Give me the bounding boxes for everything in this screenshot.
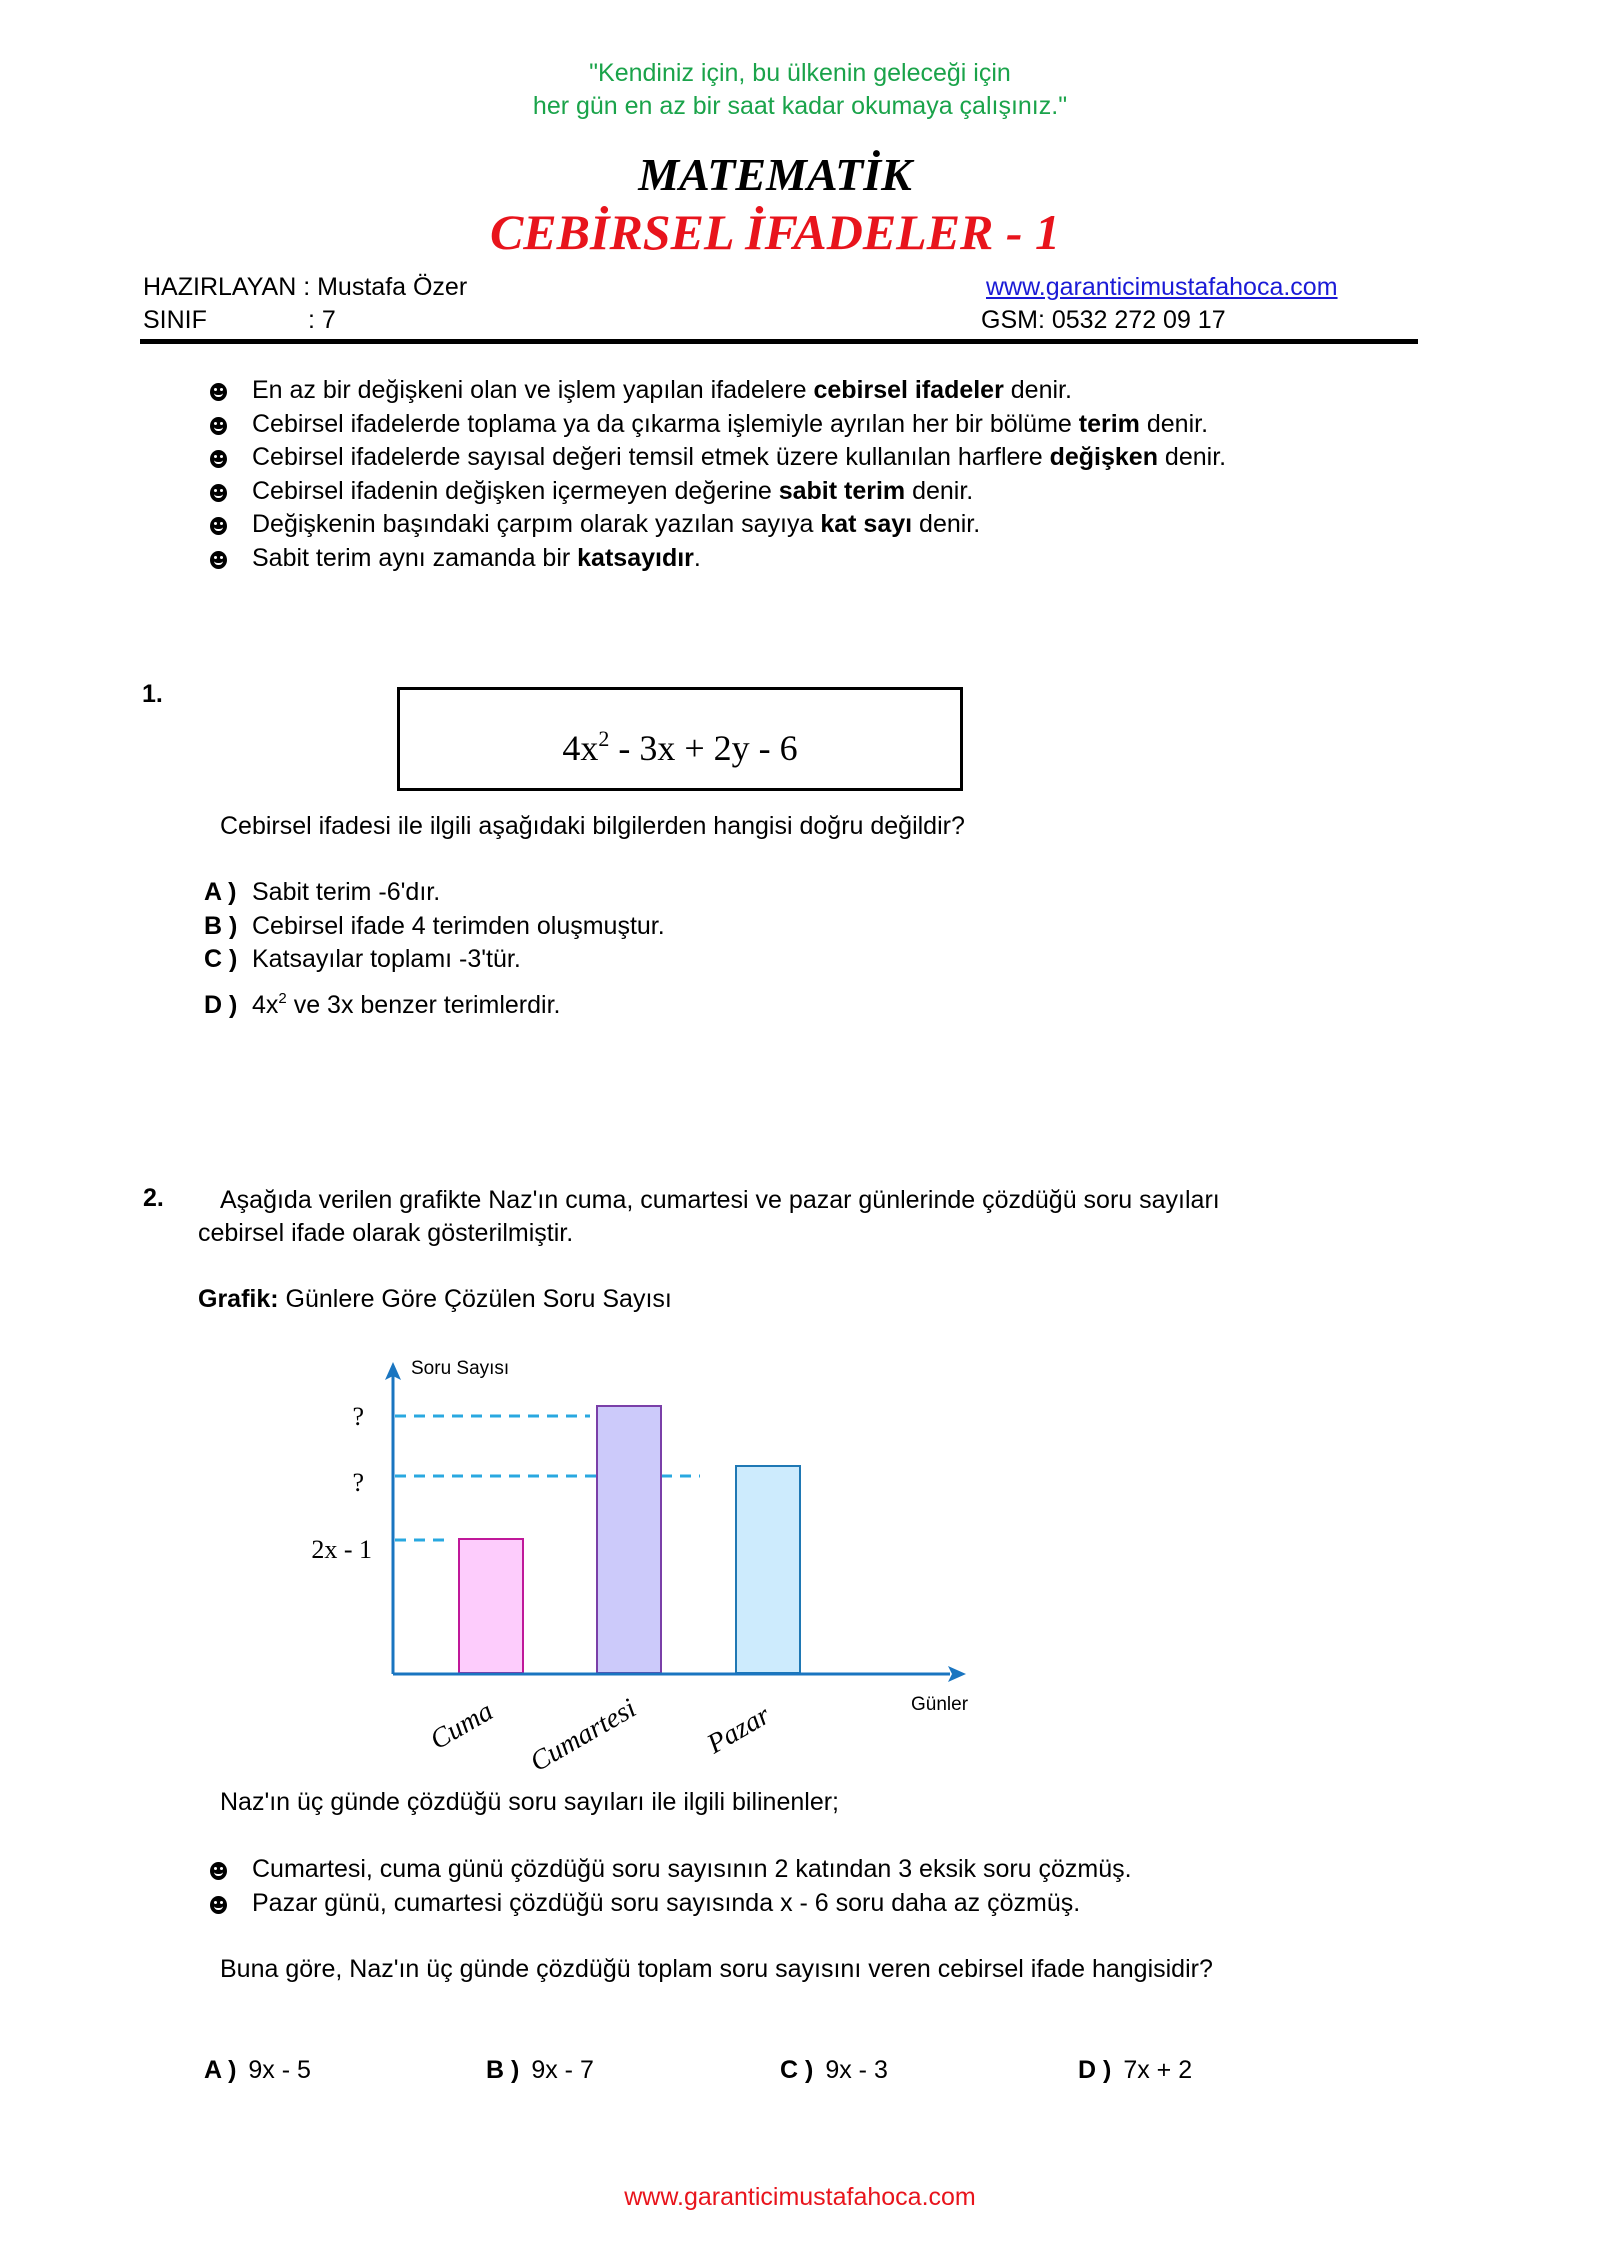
smiley-bullet-icon [210,551,227,569]
y-label-cumartesi: ? [352,1402,364,1431]
expression-box: $4x^2 - 3x + 2y - 6$ [397,687,963,791]
known-fact-item: Cumartesi, cuma günü çözdüğü soru sayısının 2 katından 3 eksik soru çözmüş. [210,1853,1132,1887]
known-intro: Naz'ın üç günde çözdüğü soru sayıları ile ilgili bilinenler; [220,1788,839,1816]
smiley-bullet-icon [210,1896,227,1914]
subject-title: MATEMATİK [638,149,912,200]
smiley-bullet-icon [210,1862,227,1880]
x-label-pazar: Pazar [702,1699,776,1761]
y-axis-title: Soru Sayısı [411,1358,510,1379]
website-link[interactable]: www.garanticimustafahoca.com [986,273,1338,301]
y-label-pazar: ? [352,1468,364,1497]
prepared-by: HAZIRLAYAN : Mustafa Özer [143,273,468,301]
class-value: : 7 [308,306,336,334]
definition-item: Sabit terim aynı zamanda bir katsayıdır. [210,542,1226,576]
smiley-bullet-icon [210,484,227,502]
bar-cuma [459,1539,523,1673]
question-1-number: 1. [142,680,163,708]
x-label-cuma: Cuma [425,1695,499,1757]
smiley-bullet-icon [210,383,227,401]
option-c[interactable]: C ) Katsayılar toplamı -3'tür. [204,945,521,973]
bar-cumartesi [597,1406,661,1673]
option-d[interactable]: D ) $4x^2$ ve 3x benzer terimlerdir. [204,989,561,1019]
footer-website[interactable]: www.garanticimustafahoca.com [624,2183,976,2211]
question-2-option-d[interactable]: D ) 7x + 2 [1078,2056,1193,2084]
x-axis-title: Günler [911,1694,969,1715]
phone-number: GSM: 0532 272 09 17 [981,306,1226,334]
y-label-cuma: 2x - 1 [311,1535,372,1564]
question-2-number: 2. [143,1184,164,1212]
question-1-options [204,876,665,1022]
bar-pazar [736,1466,800,1673]
definition-item: Değişkenin başındaki çarpım olarak yazılan sayıya kat sayı denir. [210,508,1226,542]
smiley-bullet-icon [210,417,227,435]
definition-item: Cebirsel ifadenin değişken içermeyen değerine sabit terim denir. [210,475,1226,509]
definition-item: Cebirsel ifadelerde toplama ya da çıkarma işlemiyle ayrılan her bir bölüme terim denir. [210,408,1226,442]
known-fact-item: Pazar günü, cumartesi çözdüğü soru sayısında x - 6 soru daha az çözmüş. [210,1887,1132,1921]
known-facts-list [210,1853,1132,1920]
question-2-prompt: Buna göre, Naz'ın üç günde çözdüğü toplam soru sayısını veren cebirsel ifade hangisidir? [220,1955,1213,1983]
motto-line-2: her gün en az bir saat kadar okumaya çalışınız." [532,92,1068,120]
chart-caption: Grafik: Günlere Göre Çözülen Soru Sayısı [198,1285,672,1313]
class-label: SINIF [143,306,207,334]
header-divider [140,339,1418,344]
x-axis-arrow-icon [948,1666,966,1682]
x-label-cumartesi: Cumartesi [525,1692,642,1779]
definition-item: Cebirsel ifadelerde sayısal değeri temsil etmek üzere kullanılan harflere değişken denir. [210,441,1226,475]
definitions-list [210,374,1226,575]
smiley-bullet-icon [210,517,227,535]
question-2-intro-line-2: cebirsel ifade olarak gösterilmiştir. [198,1219,574,1247]
option-a[interactable]: A ) Sabit terim -6'dır. [204,878,441,906]
definition-item: En az bir değişkeni olan ve işlem yapılan ifadelere cebirsel ifadeler denir. [210,374,1226,408]
topic-title: CEBİRSEL İFADELER - 1 [489,204,1061,260]
question-2-option-a[interactable]: A ) 9x - 5 [204,2056,311,2084]
smiley-bullet-icon [210,450,227,468]
bar-chart [280,1340,1000,1780]
question-2-option-b[interactable]: B ) 9x - 7 [486,2056,594,2084]
question-2-option-c[interactable]: C ) 9x - 3 [780,2056,888,2084]
option-b[interactable]: B ) Cebirsel ifade 4 terimden oluşmuştur. [204,911,665,940]
motto-line-1: "Kendiniz için, bu ülkenin geleceği için [589,59,1011,87]
question-2-intro-line-1: Aşağıda verilen grafikte Naz'ın cuma, cumartesi ve pazar günlerinde çözdüğü soru sayıları [220,1186,1220,1214]
question-1-prompt: Cebirsel ifadesi ile ilgili aşağıdaki bilgilerden hangisi doğru değildir? [220,812,965,840]
